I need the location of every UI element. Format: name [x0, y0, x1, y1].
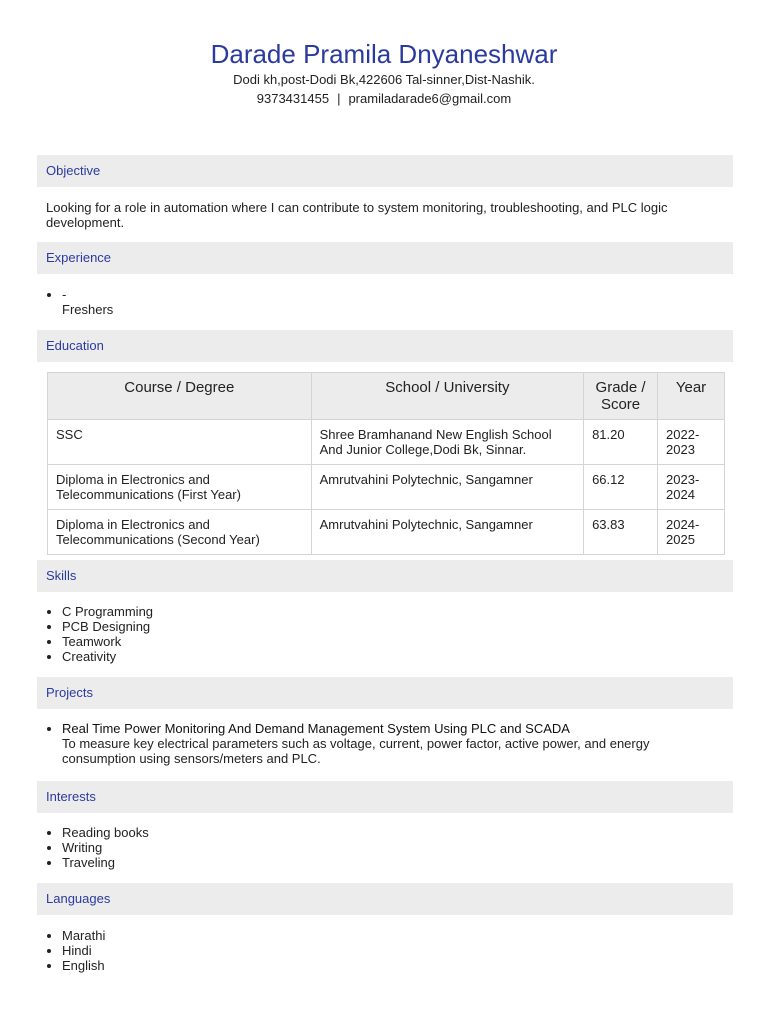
candidate-address: Dodi kh,post-Dodi Bk,422606 Tal-sinner,Dist-Nashik.: [233, 72, 535, 87]
school-cell: Amrutvahini Polytechnic, Sangamner: [311, 465, 583, 510]
school-cell: Amrutvahini Polytechnic, Sangamner: [311, 510, 583, 555]
skill-item: • PCB Designing: [62, 619, 722, 634]
section-skills-heading: Skills: [37, 560, 733, 592]
section-education-heading: Education: [37, 330, 733, 362]
year-cell: 2022-2023: [658, 420, 725, 465]
experience-line: Freshers: [62, 302, 114, 317]
course-cell: SSC: [48, 420, 312, 465]
candidate-name: Darade Pramila Dnyaneshwar: [210, 39, 558, 69]
languages-list: [46, 928, 722, 973]
grade-cell: 63.83: [584, 510, 658, 555]
section-languages-heading: Languages: [37, 883, 733, 915]
projects-list: [46, 721, 722, 766]
year-cell: 2024-2025: [658, 510, 725, 555]
column-header-year: Year: [658, 373, 725, 420]
skills-list: [46, 604, 722, 664]
education-header-row: [48, 373, 725, 420]
section-projects-heading: Projects: [37, 677, 733, 709]
contact-line: [0, 89, 768, 108]
course-cell: Diploma in Electronics and Telecommunications (First Year): [48, 465, 312, 510]
language-item: • Marathi: [62, 928, 722, 943]
experience-list: [46, 287, 722, 317]
school-cell: Shree Bramhanand New English School And Junior College,Dodi Bk, Sinnar.: [311, 420, 583, 465]
skill-item: • C Programming: [62, 604, 722, 619]
course-cell: Diploma in Electronics and Telecommunications (Second Year): [48, 510, 312, 555]
section-experience-heading: Experience: [37, 242, 733, 274]
interest-item: • Traveling: [62, 855, 722, 870]
interest-item: • Writing: [62, 840, 722, 855]
language-item: • English: [62, 958, 722, 973]
experience-line: • -: [62, 287, 67, 302]
column-header-course: Course / Degree: [48, 373, 312, 420]
objective-text: Looking for a role in automation where I can contribute to system monitoring, troubleshooting, and PLC logic development.: [46, 200, 668, 230]
section-interests-heading: Interests: [37, 781, 733, 813]
contact-separator: |: [337, 91, 341, 106]
email-address: pramiladarade6@gmail.com: [348, 91, 512, 106]
table-row: [48, 420, 725, 465]
language-item: • Hindi: [62, 943, 722, 958]
grade-cell: 81.20: [584, 420, 658, 465]
year-cell: 2023-2024: [658, 465, 725, 510]
phone-number: 9373431455: [256, 91, 330, 106]
resume-header: [0, 38, 768, 108]
education-table: [47, 372, 725, 555]
column-header-school: School / University: [311, 373, 583, 420]
skill-item: • Creativity: [62, 649, 722, 664]
section-objective-heading: Objective: [37, 155, 733, 187]
table-row: [48, 465, 725, 510]
project-item: [62, 721, 722, 766]
project-description: To measure key electrical parameters such as voltage, current, power factor, active power, and energy consumption using sensors/meters and PLC.: [62, 736, 650, 766]
skill-item: • Teamwork: [62, 634, 722, 649]
experience-item: [62, 287, 722, 317]
interests-list: [46, 825, 722, 870]
project-title: • Real Time Power Monitoring And Demand Management System Using PLC and SCADA: [62, 721, 570, 736]
grade-cell: 66.12: [584, 465, 658, 510]
table-row: [48, 510, 725, 555]
column-header-grade: Grade / Score: [584, 373, 658, 420]
interest-item: • Reading books: [62, 825, 722, 840]
